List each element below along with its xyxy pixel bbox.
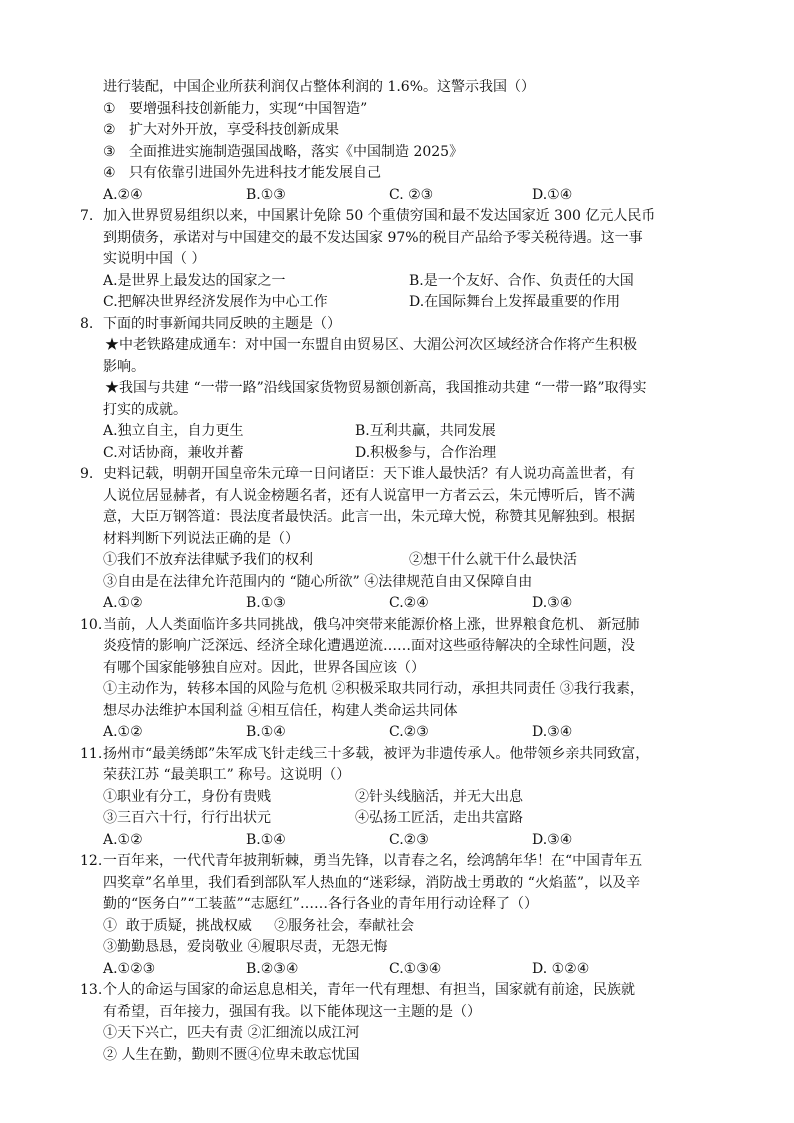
question-7 [80,206,723,314]
option-d: D.③④ [532,595,573,611]
q11-item: ①职业有分工，身份有贵贱 [103,788,271,805]
option-d: D.①④ [532,186,573,203]
option-c: C.②③ [389,724,429,740]
q8-options-row [103,443,723,465]
question-13 [80,980,723,1066]
q9-items-row [103,550,723,572]
option-c: C.①③④ [389,960,442,977]
q8-news-line: 打实的成就。 [103,401,187,418]
q11-stem-line: 荣获江苏 “最美职工” 称号。这说明（） [103,767,351,783]
q10-options [103,722,723,744]
q6-item: ① 要增强科技创新能力，实现“中国智造” [103,100,368,117]
q9-stem-line: 材料判断下列说法正确的是（） [103,530,299,547]
q7-stem-line: 到期债务，承诺对与中国建交的最不发达国家 97%的税目产品给予零关税待遇。这一事 [103,229,643,246]
q9-items-row: ③自由是在法律允许范围内的 “随心所欲” ④法律规范自由又保障自由 [103,573,533,590]
q11-items-row [103,787,723,809]
option-b: B.①④ [246,724,286,740]
question-9 [80,464,723,615]
q10-stem-line: 有哪个国家能够独自应对。因此，世界各国应该（） [103,659,425,676]
option-c: C.②③ [389,831,429,848]
q6-item: ③ 全面推进实施制造强国战略，落实《中国制造 2025》 [103,143,464,160]
question-number: 13. [80,982,103,998]
option-c: C.把解决世界经济发展作为中心工作 [103,294,328,310]
option-d: D. ①②④ [532,960,590,977]
q7-options-row [103,271,723,293]
q11-item: ②针头线脑活，并无大出息 [355,788,523,805]
q9-item: ②想干什么就干什么最快活 [409,552,577,568]
q11-item: ④弘扬工匠活，走出共富路 [355,810,523,826]
q7-options-row [103,292,723,314]
q9-options [103,593,723,615]
q12-stem-line: 勤的“医务白”“工装蓝”“志愿红”……各行各业的青年用行动诠释了（） [103,896,538,912]
question-6 [103,77,723,206]
question-12 [80,851,723,980]
q6-item: ④ 只有依靠引进国外先进科技才能发展自己 [103,165,381,181]
option-a: A.①② [103,595,143,611]
q13-stem-line: 有希望，百年接力，强国有我。以下能体现这一主题的是（） [103,1003,481,1020]
q12-stem-line: 一百年来，一代代青年披荆斩棘，勇当先锋，以青春之名，绘鸿鹄年华！在“中国青年五 [103,853,643,869]
q7-stem-line: 加入世界贸易组织以来，中国累计免除 50 个重债穷国和最不发达国家近 300 亿元人民币 [103,208,656,224]
option-b: B.互利共赢，共同发展 [355,423,496,439]
q8-news-line: ★中老铁路建成通车：对中国一东盟自由贸易区、大湄公河次区域经济合作将产生积极 [105,337,637,353]
question-number: 9. [80,466,94,482]
q10-stem-line: 当前，人人类面临许多共同挑战，俄乌冲突带来能源价格上涨，世界粮食危机、 新冠肺 [103,616,640,633]
q9-item: ①我们不放弃法律赋予我们的权利 [103,552,313,568]
q9-stem-line: 史料记载，明朝开国皇帝朱元璋一日问诸臣：天下谁人最快活？有人说功高盖世者，有 [103,466,635,482]
q7-stem-line: 实说明中国（ ） [103,251,206,267]
option-c: C.②④ [389,595,429,611]
q8-news-line: 影响。 [103,358,145,375]
q12-options [103,959,723,981]
q10-item-line: ①主动作为，转移本国的风险与危机 ②积极采取共同行动，承担共同责任 ③我行我素， [103,681,644,697]
option-a: A.①② [103,724,143,740]
q8-stem: 下面的时事新闻共同反映的主题是（） [103,315,341,332]
question-10 [80,615,723,744]
q10-item-line: 想尽办法维护本国利益 ④相互信任，构建人类命运共同体 [103,702,458,719]
q9-stem-line: 意，大臣万钢答道：畏法度者最快活。此言一出，朱元璋大悦，称赞其见解独到。根据 [103,509,635,525]
q12-stem-line: 四奖章”名单里，我们看到部队军人热血的“迷彩绿，消防战士勇敢的 “火焰蓝”，以及辛 [103,874,641,891]
option-b: B.①③ [246,186,286,203]
q10-stem-line: 炎疫情的影响广泛深远、经济全球化遭遇逆流……面对这些亟待解决的全球性问题，没 [103,638,635,654]
option-d: D.积极参与，合作治理 [355,444,497,461]
option-d: D.③④ [532,724,573,740]
exam-page [80,77,723,1066]
question-number: 8. [80,315,94,332]
question-8 [80,314,723,465]
q8-news-line: ★我国与共建 “一带一路”沿线国家货物贸易额创新高，我国推动共建 “一带一路”取得实 [105,380,647,396]
question-11 [80,744,723,852]
option-a: A.是世界上最发达的国家之一 [103,272,286,289]
q6-item: ② 扩大对外开放，享受科技创新成果 [103,122,339,138]
q13-item-line: ② 人生在勤，勤则不匮④位卑未敢忘忧国 [103,1046,360,1063]
option-b: B.①④ [246,831,286,848]
option-a: A.①②③ [103,960,156,977]
q13-stem-line: 个人的命运与国家的命运息息相关，青年一代有理想、有担当，国家就有前途，民族就 [103,982,635,998]
question-number: 10. [80,616,103,633]
q11-items-row [103,808,723,830]
option-a: A.②④ [103,186,143,203]
option-d: D.③④ [532,831,573,848]
question-number: 7. [80,208,94,224]
q6-options [103,185,723,207]
q11-stem-line: 扬州市“最美绣郎”朱军成飞针走线三十多载，被评为非遗传承人。他带领乡亲共同致富， [103,745,650,762]
question-number: 12. [80,853,103,869]
option-b: B.②③④ [246,960,299,977]
option-a: A.独立自主，自力更生 [103,423,244,439]
q11-options [103,830,723,852]
option-d: D.在国际舞台上发挥最重要的作用 [409,294,621,310]
q13-item-line: ①天下兴亡，匹夫有责 ②汇细流以成江河 [103,1025,360,1041]
option-c: C.对话协商，兼收并蓄 [103,444,244,461]
question-number: 11. [80,745,103,762]
q8-options-row [103,421,723,443]
option-c: C. ②③ [389,186,434,203]
q12-item-line: ③勤勤恳恳，爱岗敬业 ④履职尽责，无怨无悔 [103,939,388,955]
q12-item-line: ① 敢于质疑，挑战权威 ②服务社会，奉献社会 [103,917,415,934]
q6-stem: 进行装配，中国企业所获利润仅占整体利润的 1.6%。这警示我国（） [103,79,536,95]
q9-stem-line: 人说位居显赫者，有人说金榜题名者，还有人说富甲一方者云云，朱元博听后，皆不满 [103,487,635,504]
q11-item: ③三百六十行，行行出状元 [103,810,271,826]
option-a: A.①② [103,831,143,848]
option-b: B.是一个友好、合作、负责任的大国 [409,272,634,289]
option-b: B.①③ [246,595,286,611]
